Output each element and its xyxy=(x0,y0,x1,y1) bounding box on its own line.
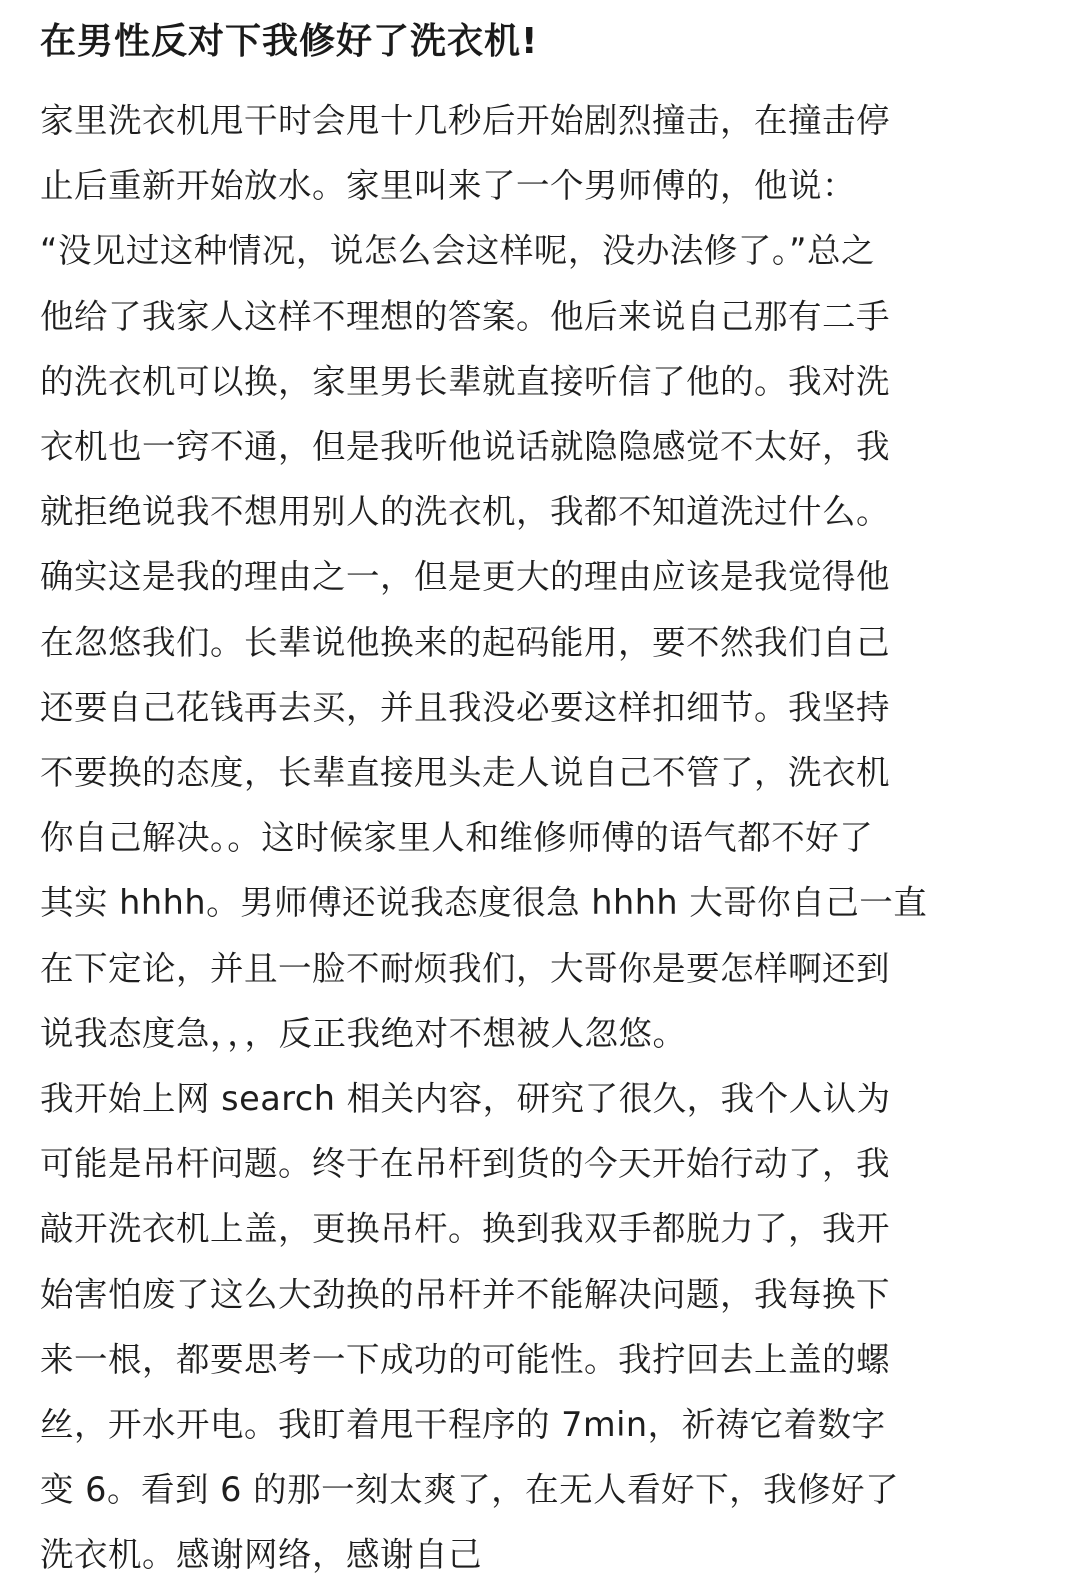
text-line: 洗衣机。感谢网络，感谢自己 xyxy=(40,1535,482,1575)
post-body xyxy=(40,88,1040,1588)
paragraph-1 xyxy=(40,88,1040,1066)
text-line: 丝，开水开电。我盯着甩干程序的 7min，祈祷它着数字 xyxy=(40,1405,886,1445)
text-line: 可能是吊杆问题。终于在吊杆到货的今天开始行动了，我 xyxy=(40,1144,890,1184)
text-line: 的洗衣机可以换，家里男长辈就直接听信了他的。我对洗 xyxy=(40,361,890,401)
paragraph-2 xyxy=(40,1066,1040,1588)
text-line: “没见过这种情况，说怎么会这样呢，没办法修了。”总之 xyxy=(40,231,875,271)
text-line: 我开始上网 search 相关内容，研究了很久，我个人认为 xyxy=(40,1079,891,1119)
text-line: 就拒绝说我不想用别人的洗衣机，我都不知道洗过什么。 xyxy=(40,492,890,532)
text-line: 确实这是我的理由之一，但是更大的理由应该是我觉得他 xyxy=(40,557,890,597)
text-line: 始害怕废了这么大劲换的吊杆并不能解决问题，我每换下 xyxy=(40,1274,890,1314)
post-title: 在男性反对下我修好了洗衣机! xyxy=(40,21,539,62)
text-line: 变 6。看到 6 的那一刻太爽了，在无人看好下，我修好了 xyxy=(40,1470,900,1510)
text-line: 说我态度急，，，反正我绝对不想被人忽悠。 xyxy=(40,1013,687,1053)
text-line: 衣机也一窍不通，但是我听他说话就隐隐感觉不太好，我 xyxy=(40,427,890,467)
text-line: 他给了我家人这样不理想的答案。他后来说自己那有二手 xyxy=(40,296,890,336)
text-line: 止后重新开始放水。家里叫来了一个男师傅的，他说： xyxy=(40,166,856,206)
text-line: 来一根，都要思考一下成功的可能性。我拧回去上盖的螺 xyxy=(40,1339,890,1379)
text-line: 在忽悠我们。长辈说他换来的起码能用，要不然我们自己 xyxy=(40,622,890,662)
post xyxy=(40,0,1040,1588)
text-line: 其实 hhhh。男师傅还说我态度很急 hhhh 大哥你自己一直 xyxy=(40,883,928,923)
text-line: 家里洗衣机甩干时会甩十几秒后开始剧烈撞击，在撞击停 xyxy=(40,101,890,140)
text-line: 还要自己花钱再去买，并且我没必要这样扣细节。我坚持 xyxy=(40,687,890,727)
text-line: 敲开洗衣机上盖，更换吊杆。换到我双手都脱力了，我开 xyxy=(40,1209,890,1249)
text-line: 你自己解决。。这时候家里人和维修师傅的语气都不好了 xyxy=(40,818,874,858)
text-line: 在下定论，并且一脸不耐烦我们，大哥你是要怎样啊还到 xyxy=(40,948,890,988)
text-line: 不要换的态度，长辈直接甩头走人说自己不管了，洗衣机 xyxy=(40,753,890,793)
